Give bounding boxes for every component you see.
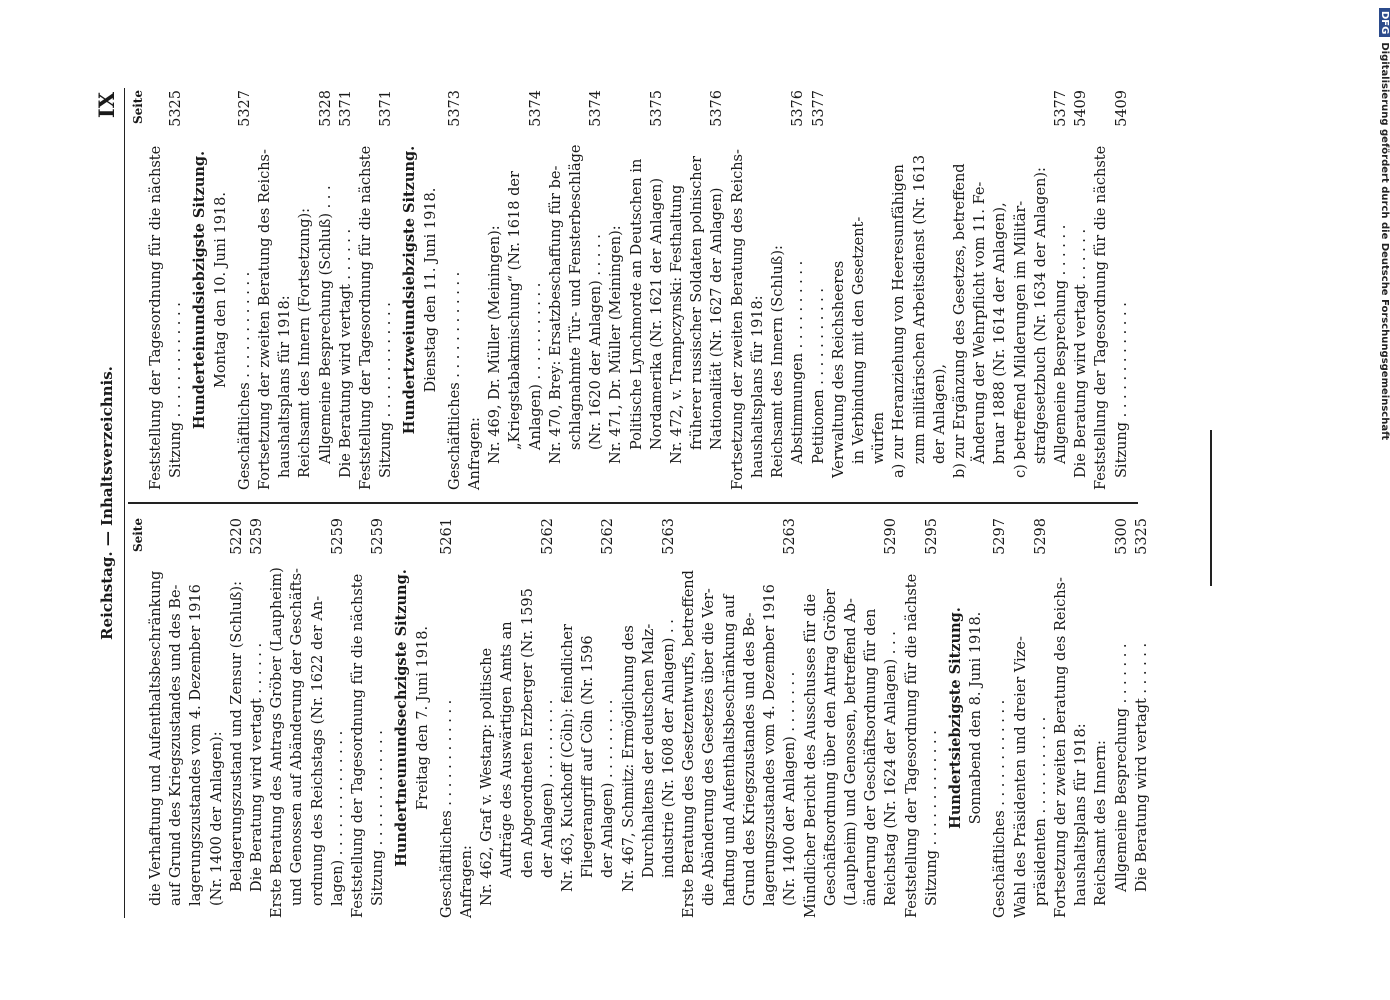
toc-page-number: 5259	[247, 518, 267, 558]
toc-entry-text: Wahl des Präsidenten und dreier Vize-	[1012, 636, 1029, 918]
toc-entry	[841, 518, 861, 918]
toc-entry	[780, 518, 800, 918]
toc-entry	[146, 90, 166, 490]
toc-entry	[546, 90, 566, 490]
toc-entry	[647, 90, 667, 490]
toc-page-number: 5298	[1031, 518, 1051, 558]
toc-entry	[227, 518, 247, 918]
toc-entry-text: Verwaltung des Reichsheeres	[830, 260, 847, 478]
page-number: IX	[94, 92, 119, 119]
toc-entry	[801, 518, 821, 918]
session-date: Montag den 10. Juni 1918.	[212, 192, 229, 389]
toc-entry	[707, 90, 727, 490]
toc-entry-text: Nordamerika (Nr. 1621 der Anlagen)	[648, 178, 665, 450]
toc-entry	[586, 90, 606, 490]
toc-entry-text: Feststellung der Tagesordnung für die nächste	[148, 145, 164, 490]
toc-page-number: 5220	[227, 518, 247, 558]
toc-entry-text: und Genossen auf Abänderung der Geschäfts-	[289, 568, 306, 906]
toc-entry	[748, 90, 768, 490]
toc-entry-text: zum militärischen Arbeitsdienst (Nr. 1613	[911, 154, 928, 464]
session-heading: Hundertsiebzigste Sitzung.	[946, 607, 964, 829]
credit-text: Digitalisierung gefördert durch die Deutsche Forschungsgemeinschaft	[1379, 42, 1390, 441]
toc-entry	[922, 518, 942, 918]
toc-entry	[788, 90, 808, 490]
toc-entry-text: Abstimmungen . . . . . . . . . .	[790, 260, 807, 464]
toc-page-number: 5409	[1112, 90, 1132, 130]
toc-entry-text: (Nr. 1620 der Anlagen) . . . . .	[588, 234, 605, 450]
toc-page-number: 5290	[881, 518, 901, 558]
toc-entry	[768, 90, 788, 490]
toc-entry	[861, 518, 881, 918]
toc-entry	[1091, 90, 1111, 490]
toc-page-number: 5297	[990, 518, 1010, 558]
toc-entry	[247, 518, 267, 918]
toc-page-number: 5327	[235, 90, 255, 130]
toc-entry-text: Die Beratung wird vertagt . . . . . .	[337, 228, 354, 478]
toc-entry	[829, 90, 849, 490]
toc-entry	[1011, 518, 1031, 918]
toc-entry-text: würfen	[871, 412, 888, 464]
toc-entry-text: haushaltsplans für 1918:	[1073, 723, 1090, 906]
toc-entry	[606, 90, 626, 490]
toc-entry	[376, 90, 396, 490]
toc-entry-text: Fortsetzung der zweiten Beratung des Reichs-	[257, 149, 274, 490]
toc-entry	[598, 518, 618, 918]
toc-entry	[465, 90, 485, 490]
toc-entry-text: den Abgeordneten Erzberger (Nr. 1595	[519, 588, 536, 878]
toc-entry	[316, 90, 336, 490]
digitization-credit	[1362, 8, 1390, 992]
toc-entry	[659, 518, 679, 918]
toc-entry	[990, 90, 1010, 490]
toc-entry-text: Feststellung der Tagesordnung für die nächste	[903, 573, 920, 918]
toc-entry-text: Nationalität (Nr. 1627 der Anlagen)	[709, 187, 726, 450]
toc-entry	[889, 90, 909, 490]
toc-entry	[295, 90, 315, 490]
running-head-title: Reichstag. — Inhaltsverzeichnis.	[98, 366, 116, 640]
toc-entry-text: Sitzung . . . . . . . . . . . . .	[168, 302, 185, 478]
toc-entry-text: lagerungszustandes vom 4. Dezember 1916	[188, 584, 205, 906]
toc-entry-text: auf Grund des Kriegszustandes und des Be-	[168, 584, 185, 906]
toc-entry	[1051, 90, 1071, 490]
toc-entry-text: Die Beratung wird vertagt . . . . . .	[249, 642, 266, 892]
toc-page-number: 5409	[1071, 90, 1091, 130]
toc-entry	[740, 518, 760, 918]
toc-entry-text: Sitzung . . . . . . . . . . . . .	[378, 302, 395, 478]
toc-entry	[821, 518, 841, 918]
toc-entry	[930, 90, 950, 490]
toc-entry	[308, 518, 328, 918]
toc-entry-text: Geschäftliches . . . . . . . . . . . .	[992, 699, 1009, 918]
toc-entry-text: b) zur Ergänzung des Gesetzes, betreffend	[951, 163, 968, 478]
session-heading: Hundertneunundsechzigste Sitzung.	[393, 569, 411, 867]
toc-entry	[356, 90, 376, 490]
toc-entry	[437, 518, 457, 918]
toc-entry-text: Allgemeine Besprechung (Schluß) . . .	[317, 185, 334, 464]
toc-entry-text: Aufträge des Auswärtigen Amts an	[499, 621, 516, 878]
toc-entry	[1011, 90, 1031, 490]
toc-entry	[679, 518, 699, 918]
toc-entry-text: Fliegerangriff auf Cöln (Nr. 1596	[580, 635, 597, 878]
toc-entry-text: strafgesetzbuch (Nr. 1634 der Anlagen):	[1032, 167, 1049, 464]
toc-entry-text: Anfragen:	[459, 845, 476, 918]
toc-page-number: 5259	[328, 518, 348, 558]
toc-entry	[627, 90, 647, 490]
toc-page-number: 5263	[659, 518, 679, 558]
right-column	[128, 90, 1132, 490]
toc-page-number: 5325	[1132, 518, 1152, 558]
toc-entry	[485, 90, 505, 490]
toc-entry-text: Feststellung der Tagesordnung für die nächste	[358, 145, 375, 490]
toc-entry	[477, 518, 497, 918]
toc-entry-text: haftung und Aufenthaltsbeschränkung auf	[721, 594, 738, 906]
toc-entry-text: Feststellung der Tagesordnung für die nächste	[350, 573, 367, 918]
session-date: Sonnabend den 8. Juni 1918.	[968, 611, 985, 825]
toc-entry	[267, 518, 287, 918]
toc-page-number: 5263	[780, 518, 800, 558]
toc-page-number: 5261	[437, 518, 457, 558]
toc-entry-text: Nr. 462, Graf v. Westarp: politische	[479, 647, 496, 906]
toc-page-number: 5376	[707, 90, 727, 130]
toc-entry-text: Geschäftsordnung über den Antrag Gröber	[822, 589, 839, 906]
toc-entry-text: „Kriegstabakmischung“ (Nr. 1618 der	[507, 171, 524, 450]
toc-entry	[255, 90, 275, 490]
toc-entry	[505, 90, 525, 490]
toc-entry-text: Die Beratung wird vertagt . . . . . .	[1073, 228, 1090, 478]
toc-page-number: 5300	[1112, 518, 1132, 558]
toc-entry-text: industrie (Nr. 1608 der Anlagen) . .	[661, 619, 678, 878]
toc-entry-text: bruar 1888 (Nr. 1614 der Anlagen),	[992, 202, 1009, 464]
toc-entry	[146, 518, 166, 918]
fold-mark	[1210, 430, 1212, 586]
toc-entry-text: änderung der Geschäftsordnung für den	[863, 608, 880, 906]
toc-entry	[809, 90, 829, 490]
toc-entry	[207, 518, 227, 918]
toc-entry-text: in Verbindung mit den Gesetzent-	[850, 216, 867, 464]
right-entries-3	[445, 90, 1132, 490]
toc-entry-text: der Anlagen) . . . . . . . . .	[539, 699, 556, 878]
toc-entry-text: präsidenten . . . . . . . . . . .	[1032, 716, 1049, 906]
session-heading: Hundertzweiundsiebzigste Sitzung.	[401, 145, 419, 435]
toc-entry	[699, 518, 719, 918]
toc-entry	[1051, 518, 1071, 918]
toc-entry-text: a) zur Heranziehung von Heeresunfähigen	[891, 164, 908, 478]
toc-entry-text: Sitzung . . . . . . . . . . . . .	[370, 730, 387, 906]
toc-entry	[1112, 518, 1132, 918]
right-entries	[146, 90, 186, 490]
toc-entry-text: Die Beratung wird vertagt . . . . . .	[1133, 642, 1150, 892]
toc-entry	[235, 90, 255, 490]
toc-entry	[639, 518, 659, 918]
left-entries	[146, 518, 388, 918]
toc-page-number: 5375	[647, 90, 667, 130]
toc-entry	[1031, 518, 1051, 918]
toc-entry	[728, 90, 748, 490]
toc-page-number: 5259	[368, 518, 388, 558]
toc-entry-text: Allgemeine Besprechung . . . . . . .	[1113, 643, 1130, 892]
toc-entry-text: Nr. 471, Dr. Müller (Meiningen):	[608, 225, 625, 464]
toc-entry-text: Reichsamt des Innern (Schluß):	[770, 245, 787, 478]
toc-entry	[457, 518, 477, 918]
toc-entry	[445, 90, 465, 490]
toc-entry-text: lagen) . . . . . . . . . . . . . .	[329, 730, 346, 906]
toc-entry-text: haushaltsplans für 1918:	[749, 295, 766, 478]
toc-page-number: 5371	[376, 90, 396, 130]
toc-entry-text: Änderung der Wehrpflicht vom 11. Fe-	[972, 181, 989, 464]
toc-page-number: 5377	[1051, 90, 1071, 130]
toc-entry	[166, 518, 186, 918]
toc-entry-text: Anlagen) . . . . . . . . . . .	[527, 282, 544, 450]
toc-entry	[1112, 90, 1132, 490]
toc-entry-text: (Nr. 1400 der Anlagen) . . . . . . .	[782, 671, 799, 906]
session-date: Freitag den 7. Juni 1918.	[414, 625, 431, 811]
toc-entry	[275, 90, 295, 490]
toc-entry-text: Grund des Kriegszustandes und des Be-	[741, 612, 758, 906]
toc-entry	[558, 518, 578, 918]
toc-entry	[578, 518, 598, 918]
toc-entry	[619, 518, 639, 918]
toc-entry	[518, 518, 538, 918]
toc-entry-text: Allgemeine Besprechung . . . . . .	[1052, 224, 1069, 464]
toc-entry	[1031, 90, 1051, 490]
toc-entry-text: Nr. 470, Brey: Ersatzbeschaffung für be-	[547, 165, 564, 464]
toc-entry-text: Anfragen:	[467, 417, 484, 490]
toc-entry	[849, 90, 869, 490]
toc-entry	[336, 90, 356, 490]
toc-entry-text: schlagnahmte Tür- und Fensterbeschläge	[568, 144, 585, 450]
toc-entry-text: die Abänderung des Gesetzes über die Ver-	[701, 588, 718, 906]
toc-entry-text: Sitzung . . . . . . . . . . . . .	[923, 730, 940, 906]
toc-entry-text: Petitionen . . . . . . . . . . .	[810, 287, 827, 464]
seite-label: Seite	[131, 518, 145, 553]
toc-entry	[566, 90, 586, 490]
toc-entry	[348, 518, 368, 918]
toc-entry-text: der Anlagen) . . . . . . . . .	[600, 699, 617, 878]
toc-entry	[1132, 518, 1152, 918]
toc-entry-text: Erste Beratung des Gesetzentwurfs, betreffend	[681, 570, 698, 918]
toc-entry	[526, 90, 546, 490]
toc-entry	[687, 90, 707, 490]
left-entries-3	[990, 518, 1152, 918]
toc-entry-text: Nr. 469, Dr. Müller (Meiningen):	[487, 225, 504, 464]
toc-entry-text: Belagerungszustand und Zensur (Schluß):	[228, 581, 245, 892]
toc-entry-text: Geschäftliches . . . . . . . . . . . .	[236, 271, 253, 490]
toc-entry	[1071, 518, 1091, 918]
toc-entry-text: Sitzung . . . . . . . . . . . . .	[1113, 302, 1130, 478]
toc-entry	[186, 518, 206, 918]
toc-entry-text: Feststellung der Tagesordnung für die nächste	[1093, 145, 1110, 490]
toc-entry	[328, 518, 348, 918]
toc-entry-text: der Anlagen),	[931, 364, 948, 464]
toc-page-number: 5371	[336, 90, 356, 130]
toc-entry	[538, 518, 558, 918]
toc-entry	[881, 518, 901, 918]
toc-page-number: 5295	[922, 518, 942, 558]
dfg-logo: DFG	[1379, 8, 1390, 37]
toc-entry-text: Erste Beratung des Antrags Gröber (Laupheim)	[269, 567, 286, 918]
toc-page-number: 5377	[809, 90, 829, 130]
toc-entry-text: ordnung des Reichstags (Nr. 1622 der An-	[309, 595, 326, 906]
toc-entry-text: Fortsetzung der zweiten Beratung des Reichs-	[1052, 577, 1069, 918]
right-entries-2	[235, 90, 397, 490]
session-date: Dienstag den 11. Juni 1918.	[422, 187, 439, 393]
toc-entry-text: Reichsamt des Innern:	[1093, 740, 1110, 906]
toc-page-number: 5262	[598, 518, 618, 558]
toc-entry-text: (Laupheim) und Genossen, betreffend Ab-	[842, 598, 859, 906]
toc-entry-text: Geschäftliches . . . . . . . . . . . .	[438, 699, 455, 918]
toc-entry-text: Mündlicher Bericht des Ausschusses für die	[802, 593, 819, 918]
toc-entry-text: Politische Lynchmorde an Deutschen in	[628, 158, 645, 450]
toc-entry	[869, 90, 889, 490]
toc-entry-text: Nr. 472, v. Trampczynski: Festhaltung	[669, 184, 686, 464]
toc-entry-text: Fortsetzung der zweiten Beratung des Reichs-	[729, 149, 746, 490]
toc-entry	[760, 518, 780, 918]
left-entries-2	[437, 518, 942, 918]
toc-entry-text: Nr. 463, Kuckhoff (Cöln): feindlicher	[560, 624, 577, 892]
column-divider	[128, 503, 1138, 505]
toc-page-number: 5262	[538, 518, 558, 558]
toc-page-number: 5376	[788, 90, 808, 130]
toc-entry	[166, 90, 186, 490]
toc-entry	[910, 90, 930, 490]
seite-label: Seite	[131, 90, 145, 125]
toc-page-number: 5373	[445, 90, 465, 130]
toc-entry-text: (Nr. 1400 der Anlagen):	[208, 731, 225, 906]
toc-page-number: 5374	[586, 90, 606, 130]
toc-entry	[902, 518, 922, 918]
toc-entry-text: Nr. 467, Schmitz: Ermöglichung des	[620, 625, 637, 892]
toc-entry	[497, 518, 517, 918]
toc-entry	[368, 518, 388, 918]
toc-entry-text: Geschäftliches . . . . . . . . . . . .	[446, 271, 463, 490]
toc-entry-text: die Verhaftung und Aufenthaltsbeschränkung	[148, 570, 164, 906]
toc-entry-text: Durchhaltens der deutschen Malz-	[640, 623, 657, 878]
toc-entry	[667, 90, 687, 490]
toc-entry-text: früherer russischer Soldaten polnischer	[689, 155, 706, 450]
toc-entry	[970, 90, 990, 490]
toc-entry	[1071, 90, 1091, 490]
toc-page-number: 5374	[526, 90, 546, 130]
toc-entry	[950, 90, 970, 490]
rotated-page	[80, 88, 1150, 918]
session-heading: Hunderteinundsiebzigste Sitzung.	[191, 150, 209, 430]
toc-entry	[1091, 518, 1111, 918]
toc-entry	[990, 518, 1010, 918]
toc-entry-text: haushaltsplans für 1918:	[277, 295, 294, 478]
toc-page-number: 5325	[166, 90, 186, 130]
left-column	[128, 518, 1152, 918]
toc-page-number: 5328	[316, 90, 336, 130]
toc-entry-text: c) betreffend Milderungen im Militär-	[1012, 200, 1029, 478]
toc-entry	[720, 518, 740, 918]
toc-entry-text: Reichstag (Nr. 1624 der Anlagen) . . .	[883, 631, 900, 906]
toc-entry-text: Reichsamt des Innern (Fortsetzung):	[297, 207, 314, 478]
running-head	[94, 88, 125, 918]
toc-entry-text: lagerungszustandes vom 4. Dezember 1916	[762, 584, 779, 906]
toc-entry	[287, 518, 307, 918]
